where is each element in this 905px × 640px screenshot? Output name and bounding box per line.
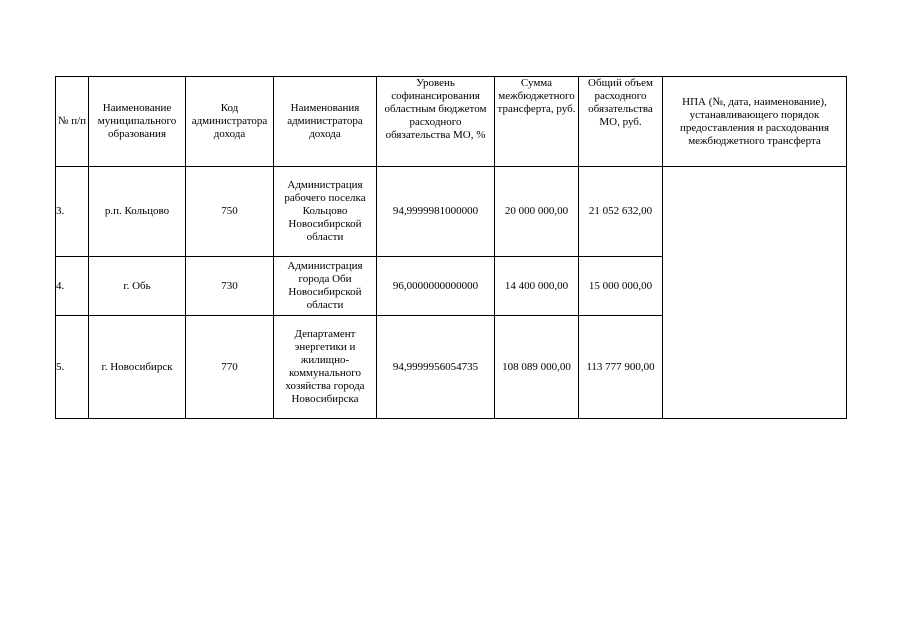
row-municipality: г. Обь [89,257,186,316]
npa-cell [663,167,847,419]
row-cofinancing-level: 96,0000000000000 [377,257,495,316]
row-transfer-amount: 108 089 000,00 [495,316,579,419]
row-number: 3. [56,167,89,257]
header-total-obligation: Общий объем расходного обязательства МО, руб. [579,77,663,167]
transfer-table [55,76,847,419]
header-admin-code: Код администратора дохода [186,77,274,167]
row-admin-code: 770 [186,316,274,419]
header-admin-name: Наименования администратора дохода [274,77,377,167]
header-municipality: Наименование муниципального образования [89,77,186,167]
row-total-obligation: 15 000 000,00 [579,257,663,316]
header-cofinancing-level: Уровень софинансирования областным бюджетом расходного обязательства МО, % [377,77,495,167]
header-number: № п/п [56,77,89,167]
header-row [56,77,847,167]
row-transfer-amount: 14 400 000,00 [495,257,579,316]
header-npa: НПА (№, дата, наименование), устанавливающего порядок предоставления и расходования межбюджетного трансферта [663,77,847,167]
row-cofinancing-level: 94,9999981000000 [377,167,495,257]
header-transfer-amount: Сумма межбюджетного трансферта, руб. [495,77,579,167]
row-admin-name: Администрация рабочего поселка Кольцово Новосибирской области [274,167,377,257]
row-admin-name: Департамент энергетики и жилищно-коммунального хозяйства города Новосибирска [274,316,377,419]
row-total-obligation: 113 777 900,00 [579,316,663,419]
row-total-obligation: 21 052 632,00 [579,167,663,257]
row-transfer-amount: 20 000 000,00 [495,167,579,257]
row-admin-code: 730 [186,257,274,316]
row-number: 5. [56,316,89,419]
row-municipality: г. Новосибирск [89,316,186,419]
row-number: 4. [56,257,89,316]
table-row [56,167,847,257]
row-municipality: р.п. Кольцово [89,167,186,257]
row-admin-code: 750 [186,167,274,257]
row-cofinancing-level: 94,9999956054735 [377,316,495,419]
row-admin-name: Администрация города Оби Новосибирской области [274,257,377,316]
